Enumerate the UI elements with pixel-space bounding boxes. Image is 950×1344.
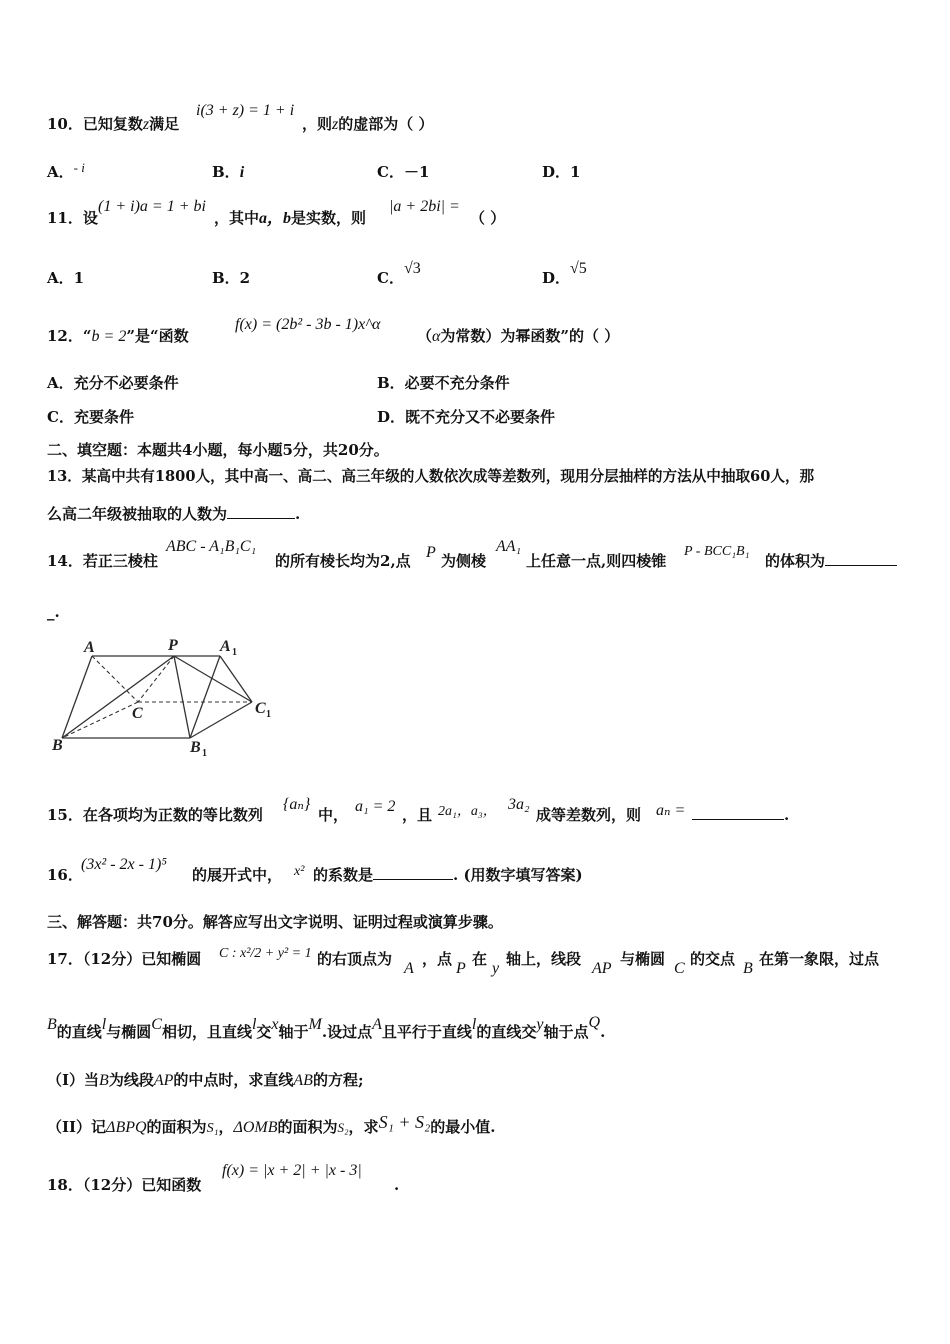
q10-option-d: D．1	[542, 163, 581, 181]
q17-stem-e: 轴上，线段	[506, 950, 582, 968]
q17-stem-b: 的右顶点为	[317, 950, 393, 968]
q14-point-p: P	[426, 544, 436, 561]
edge-a-c-hidden	[92, 656, 138, 702]
q11-stem-mid: ，其中a，b是实数，则	[214, 209, 367, 227]
q11-stem: 11．设	[47, 209, 98, 227]
q11-equation: (1 + i)a = 1 + bi	[98, 198, 206, 215]
edge-p-b	[62, 656, 174, 738]
q13-line2: 么高二年级被抽取的人数为 .	[47, 505, 301, 523]
q13-answer-blank[interactable]	[227, 504, 295, 519]
q14-pyramid: P - BCC₁B₁	[684, 544, 750, 559]
q15-stem: 15．在各项均为正数的等比数列	[47, 806, 263, 824]
q17-part2: （II）记ΔBPQ的面积为S₁，ΔOMB的面积为S₂，求S₁ + S₂的最小值.	[47, 1112, 496, 1136]
q10-option-c: C．－1	[377, 163, 430, 181]
q15-stem-mid: 中，	[318, 806, 349, 824]
label-b1-sub: 1	[202, 748, 207, 758]
q14-stem-mid2: 为侧棱	[441, 552, 487, 570]
q11-stem-end: （ ）	[470, 209, 506, 227]
q17-stem-c: ，点	[422, 950, 453, 968]
label-p: P	[168, 637, 178, 654]
q14-stem-mid: 的所有棱长均为2,点	[275, 552, 411, 570]
q11-option-b: B．2	[212, 269, 251, 287]
q11-option-c: C．√3	[377, 260, 421, 287]
q11-modulus: |a + 2bi| =	[389, 198, 460, 215]
q15-terms: 2a₁，a₃，	[438, 804, 497, 819]
q11-option-a: A．1	[47, 269, 85, 287]
q12-function: f(x) = (2b² - 3b - 1)x^α	[235, 316, 381, 333]
q17-stem: 17．（12分）已知椭圆	[47, 950, 202, 968]
q15-answer-blank[interactable]	[692, 805, 784, 820]
section-solutions-heading: 三、解答题：共70分。解答应写出文字说明、证明过程或演算步骤。	[47, 913, 503, 931]
q15-first-term: a₁ = 2	[355, 798, 396, 815]
q16-x-squared: x²	[294, 864, 305, 879]
label-a1-sub: 1	[232, 647, 237, 658]
q12-option-b: B．必要不充分条件	[377, 374, 510, 392]
label-a1: A	[220, 638, 231, 655]
q12-option-d: D．既不充分又不必要条件	[377, 408, 556, 426]
q10-stem: 10．已知复数z满足	[47, 115, 180, 133]
q10-option-a: A．- i	[47, 160, 85, 181]
q15-term3: 3a₂	[508, 796, 530, 813]
q17-point-b: B	[743, 960, 753, 977]
q16-expression: (3x² - 2x - 1)⁵	[81, 856, 167, 873]
q17-stem-h: 在第一象限，过点	[759, 950, 880, 968]
q16-stem-end: 的系数是 . (用数字填写答案)	[313, 866, 583, 884]
q14-answer-blank[interactable]	[825, 551, 897, 566]
q17-ellipse-c: C	[674, 960, 685, 977]
q17-ellipse: C : x²/2 + y² = 1	[219, 946, 312, 961]
q18-end: .	[394, 1176, 400, 1194]
q17-stem-g: 的交点	[690, 950, 736, 968]
q15-sequence: {aₙ}	[283, 796, 311, 813]
q14-prism: ABC - A₁B₁C₁	[166, 538, 257, 555]
q11-option-d: D．√5	[542, 260, 587, 287]
label-c1: C	[255, 700, 266, 717]
q16-answer-blank[interactable]	[373, 865, 453, 880]
q10-stem-end: ，则z的虚部为（ ）	[302, 115, 434, 133]
q10-equation: i(3 + z) = 1 + i	[196, 102, 295, 119]
label-b1: B	[190, 739, 201, 756]
q17-point-a: A	[404, 960, 414, 977]
label-c: C	[132, 705, 143, 722]
label-c1-sub: 1	[266, 709, 271, 720]
q16-stem-mid: 的展开式中，	[192, 866, 283, 884]
q14-edge: AA₁	[496, 538, 522, 555]
section-fill-in-heading: 二、填空题：本题共4小题，每小题5分，共20分。	[47, 441, 389, 459]
label-b: B	[52, 737, 63, 754]
q17-stem-d: 在	[472, 950, 488, 968]
q12-stem: 12．“b = 2”是“函数	[47, 327, 189, 345]
q17-part1: （I）当B为线段AP的中点时，求直线AB的方程;	[47, 1071, 364, 1089]
q16-stem: 16．	[47, 866, 83, 884]
q18-function: f(x) = |x + 2| + |x - 3|	[222, 1162, 362, 1179]
q14-line2: _.	[47, 603, 60, 621]
q15-general-term: aₙ =	[656, 802, 686, 819]
q10-option-b: B．i	[212, 163, 245, 181]
q17-stem-f: 与椭圆	[620, 950, 666, 968]
q17-point-p: P	[456, 960, 466, 977]
q17-y-axis: y	[492, 960, 500, 977]
q14-stem-mid3: 上任意一点,则四棱锥	[526, 552, 667, 570]
q17-line2: B的直线l与椭圆C相切，且直线l交x轴于M.设过点A且平行于直线l的直线交y轴于点Q.	[47, 1014, 606, 1041]
edge-a1-c1	[220, 656, 252, 702]
q15-stem-mid3: 成等差数列，则	[536, 806, 642, 824]
edge-a-b	[62, 656, 92, 738]
q14-stem-end: 的体积为	[765, 551, 897, 571]
q12-option-a: A．充分不必要条件	[47, 374, 179, 392]
q15-stem-mid2: ，且	[402, 806, 433, 824]
q13-line1: 13．某高中共有1800人，其中高一、高二、高三年级的人数依次成等差数列，现用分层抽样的方法从中抽取60人，那	[47, 468, 815, 485]
edge-p-b1	[174, 656, 190, 738]
prism-figure	[48, 630, 288, 758]
q18-stem: 18．（12分）已知函数	[47, 1176, 202, 1194]
label-a: A	[84, 639, 95, 656]
q17-segment-ap: AP	[592, 960, 612, 977]
edge-p-c1	[174, 656, 252, 702]
q14-stem: 14．若正三棱柱	[47, 552, 158, 570]
q12-option-c: C．充要条件	[47, 408, 134, 426]
q15-stem-end: .	[692, 805, 789, 825]
edge-b1-c1	[190, 702, 252, 738]
q12-stem-end: （α为常数）为幂函数”的（ ）	[417, 327, 620, 345]
